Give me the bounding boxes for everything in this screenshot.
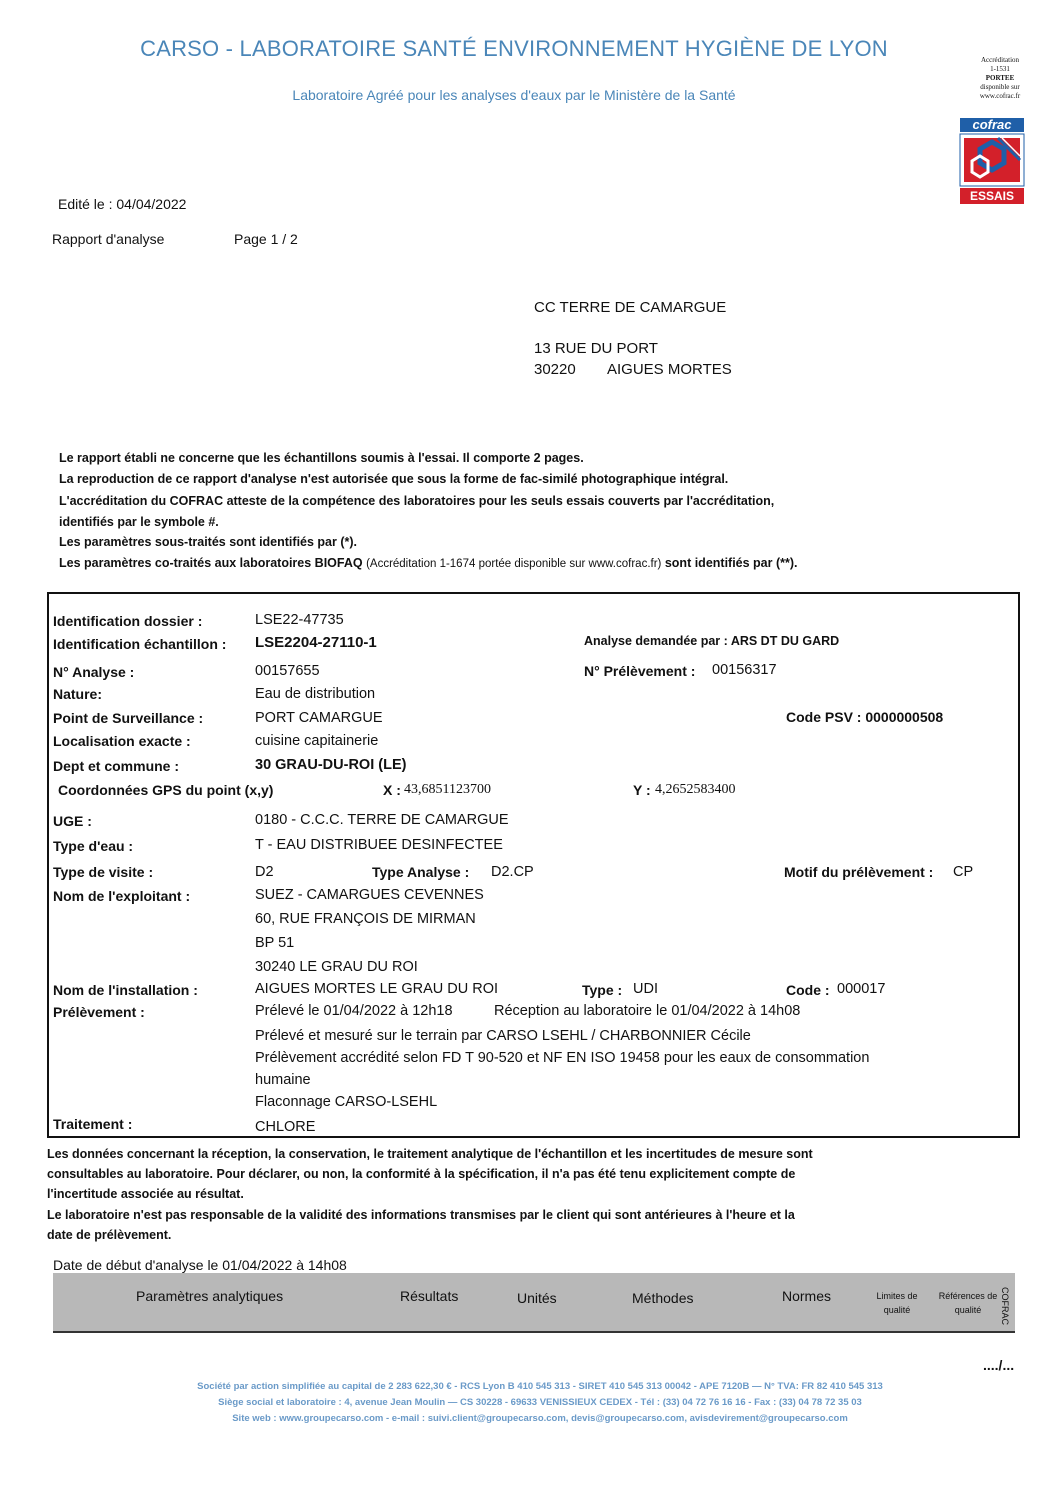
- motif-label: Motif du prélèvement :: [784, 864, 934, 880]
- client-name: CC TERRE DE CAMARGUE: [534, 299, 727, 316]
- prelevement-line-3: Prélèvement accrédité selon FD T 90-520 et NF EN ISO 19458 pour les eaux de consommation: [255, 1050, 870, 1066]
- accreditation-line-4: disponible sur: [980, 83, 1020, 91]
- dossier-label: Identification dossier :: [53, 613, 203, 629]
- disclaimer-line-3: l'incertitude associée au résultat.: [47, 1187, 244, 1201]
- uge-value: 0180 - C.C.C. TERRE DE CAMARGUE: [255, 812, 509, 828]
- traitement-value: CHLORE: [255, 1119, 316, 1135]
- analyse-demandee: Analyse demandée par : ARS DT DU GARD: [584, 634, 840, 648]
- gps-x-label: X :: [383, 782, 401, 798]
- motif-value: CP: [953, 864, 974, 880]
- dept-value: 30 GRAU-DU-ROI (LE): [255, 757, 407, 773]
- client-street: 13 RUE DU PORT: [534, 340, 658, 357]
- exploitant-line-2: 60, RUE FRANÇOIS DE MIRMAN: [255, 911, 476, 927]
- lab-title: CARSO - LABORATOIRE SANTÉ ENVIRONNEMENT HYGIÈNE DE LYON: [140, 36, 888, 61]
- type-visite-value: D2: [255, 864, 274, 880]
- edited-date: Edité le : 04/04/2022: [58, 196, 187, 212]
- col-limites-line-1: Limites de: [876, 1291, 918, 1301]
- gps-x-value: 43,6851123700: [404, 782, 491, 797]
- note-line-6: [59, 556, 798, 570]
- point-value: PORT CAMARGUE: [255, 710, 383, 726]
- analyse-value: 00157655: [255, 663, 320, 679]
- traitement-label: Traitement :: [53, 1116, 133, 1132]
- installation-value: AIGUES MORTES LE GRAU DU ROI: [255, 981, 499, 997]
- col-references: [933, 1289, 1003, 1317]
- note-line-6c: sont identifiés par (**).: [661, 556, 798, 570]
- installation-code-value: 000017: [837, 981, 886, 997]
- col-cofrac: COFRAC: [1000, 1287, 1010, 1325]
- nature-label: Nature:: [53, 686, 103, 702]
- prelevement-no-label: N° Prélèvement :: [584, 663, 696, 679]
- col-normes: Normes: [782, 1288, 832, 1304]
- exploitant-label: Nom de l'exploitant :: [53, 888, 191, 904]
- footer-line-3: Site web : www.groupecarso.com - e-mail : suivi.client@groupecarso.com, devis@groupecarso.com, avisdevirement@groupecarso.com: [232, 1413, 848, 1424]
- prelevement-no-value: 00156317: [712, 662, 777, 678]
- echantillon-value: LSE2204-27110-1: [255, 634, 377, 651]
- localisation-label: Localisation exacte :: [53, 733, 191, 749]
- note-line-2: La reproduction de ce rapport d'analyse n'est autorisée que sous la forme de fac-similé photographique intégral.: [59, 472, 729, 486]
- cofrac-logo: [958, 118, 1026, 204]
- prelevement-line-4: humaine: [255, 1072, 311, 1088]
- installation-label: Nom de l'installation :: [53, 982, 198, 998]
- type-analyse-value: D2.CP: [491, 864, 534, 880]
- disclaimer-line-4: Le laboratoire n'est pas responsable de la validité des informations transmises par le client qui sont antérieures à l'heure et la: [47, 1208, 795, 1222]
- point-label: Point de Surveillance :: [53, 710, 204, 726]
- col-limites: [867, 1289, 927, 1317]
- localisation-value: cuisine capitainerie: [255, 733, 379, 749]
- col-methodes: Méthodes: [632, 1290, 694, 1306]
- report-label: Rapport d'analyse: [52, 231, 165, 247]
- gps-y-label: Y :: [633, 782, 651, 798]
- prelevement-line-2: Prélevé et mesuré sur le terrain par CARSO LSEHL / CHARBONNIER Cécile: [255, 1028, 751, 1044]
- note-line-4: identifiés par le symbole #.: [59, 515, 219, 529]
- footer-line-1: Société par action simplifiée au capital de 2 283 622,30 € - RCS Lyon B 410 545 313 - SIRET 410 545 313 00042 - APE 7120B — N° TVA: FR 82 410 545 313: [197, 1381, 883, 1392]
- col-references-line-2: qualité: [954, 1305, 982, 1315]
- cofrac-logo-text: cofrac: [972, 118, 1012, 132]
- echantillon-label: Identification échantillon :: [53, 636, 227, 652]
- type-visite-label: Type de visite :: [53, 864, 154, 880]
- exploitant-line-3: BP 51: [255, 935, 295, 951]
- cofrac-logo-essais: ESSAIS: [969, 189, 1015, 203]
- exploitant-line-4: 30240 LE GRAU DU ROI: [255, 959, 418, 975]
- prelevement-date: Prélevé le 01/04/2022 à 12h18: [255, 1003, 453, 1019]
- col-resultats: Résultats: [400, 1288, 459, 1304]
- note-line-6a: Les paramètres co-traités aux laboratoires BIOFAQ: [59, 556, 367, 570]
- page-number: Page 1 / 2: [234, 231, 298, 247]
- reception-date: Réception au laboratoire le 01/04/2022 à 14h08: [494, 1003, 801, 1019]
- dossier-value: LSE22-47735: [255, 612, 344, 628]
- psv-code: Code PSV : 0000000508: [786, 709, 944, 725]
- type-eau-label: Type d'eau :: [53, 838, 134, 854]
- dept-label: Dept et commune :: [53, 758, 180, 774]
- disclaimer-line-5: date de prélèvement.: [47, 1228, 172, 1242]
- accreditation-line-3: PORTEE: [985, 74, 1015, 82]
- footer-line-2: Siège social et laboratoire : 4, avenue Jean Moulin — CS 30228 - 69633 VENISSIEUX CEDEX - Tél : (33) 04 72 76 16 16 - Fax : (33) 04 78 72 35 03: [218, 1397, 862, 1408]
- installation-type-value: UDI: [633, 981, 658, 997]
- note-line-5: Les paramètres sous-traités sont identifiés par (*).: [59, 535, 358, 549]
- note-line-3: L'accréditation du COFRAC atteste de la compétence des laboratoires pour les seuls essais couverts par l'accréditation,: [59, 494, 775, 508]
- col-references-line-1: Références de: [938, 1291, 998, 1301]
- lab-subtitle: Laboratoire Agréé pour les analyses d'eaux par le Ministère de la Santé: [292, 87, 736, 103]
- installation-type-label: Type :: [582, 982, 623, 998]
- prelevement-line-5: Flaconnage CARSO-LSEHL: [255, 1094, 438, 1110]
- analyse-label: N° Analyse :: [53, 664, 135, 680]
- uge-label: UGE :: [53, 813, 92, 829]
- type-eau-value: T - EAU DISTRIBUEE DESINFECTEE: [255, 837, 503, 853]
- continuation-mark: ..../...: [983, 1357, 1015, 1373]
- results-table-header: [53, 1273, 1015, 1333]
- accreditation-line-2: 1-1531: [990, 65, 1010, 73]
- exploitant-line-1: SUEZ - CAMARGUES CEVENNES: [255, 887, 484, 903]
- gps-y-value: 4,2652583400: [655, 782, 736, 797]
- accreditation-line-5: www.cofrac.fr: [979, 92, 1021, 100]
- note-line-1: Le rapport établi ne concerne que les échantillons soumis à l'essai. Il comporte 2 pages.: [59, 451, 584, 465]
- analysis-start: Date de début d'analyse le 01/04/2022 à 14h08: [53, 1257, 347, 1273]
- installation-code-label: Code :: [786, 982, 830, 998]
- note-line-6b: (Accréditation 1-1674 portée disponible sur www.cofrac.fr): [366, 558, 662, 570]
- disclaimer-line-2: consultables au laboratoire. Pour déclarer, ou non, la conformité à la spécification, il n'a pas été tenu explicitement compte de: [47, 1167, 796, 1181]
- col-parametres: Paramètres analytiques: [136, 1288, 284, 1304]
- disclaimer-line-1: Les données concernant la réception, la conservation, le traitement analytique de l'échantillon et les incertitudes de mesure sont: [47, 1147, 813, 1161]
- accreditation-line-1: Accréditation: [980, 56, 1020, 64]
- prelevement-label: Prélèvement :: [53, 1004, 145, 1020]
- col-limites-line-2: qualité: [883, 1305, 911, 1315]
- nature-value: Eau de distribution: [255, 686, 376, 702]
- type-analyse-label: Type Analyse :: [372, 864, 470, 880]
- client-postcode: 30220: [534, 361, 576, 378]
- col-unites: Unités: [517, 1290, 557, 1306]
- gps-label: Coordonnées GPS du point (x,y): [58, 782, 274, 798]
- client-city: AIGUES MORTES: [607, 361, 732, 378]
